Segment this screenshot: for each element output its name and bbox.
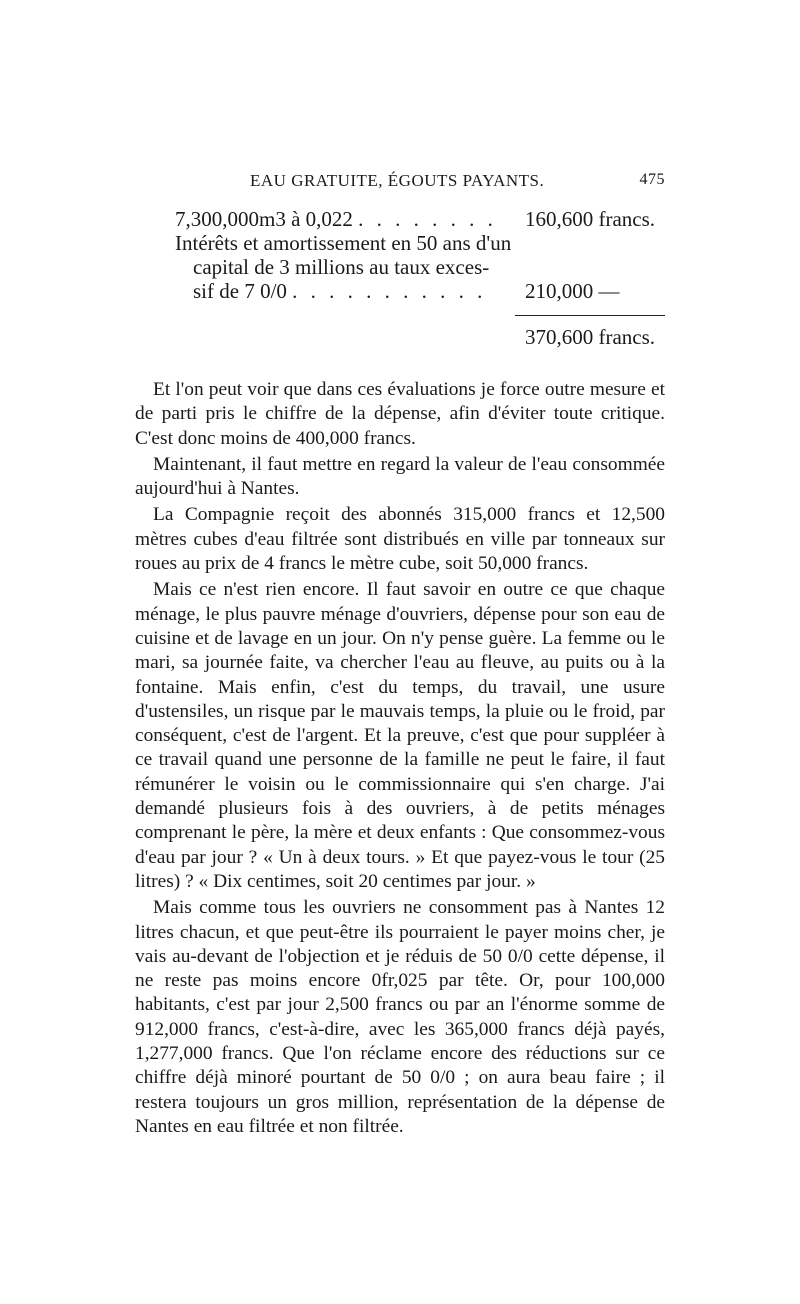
running-header [135, 171, 665, 197]
body-text [135, 378, 665, 1139]
account-label: capital de 3 millions au taux exces- [193, 255, 490, 279]
sum-rule [515, 315, 665, 316]
account-amount: 160,600 francs. [525, 207, 656, 231]
paragraph: Mais comme tous les ouvriers ne consomment pas à Nantes 12 litres chacun, et que peut-être ils pourraient le payer moins cher, je vais au-devant de l'objection et je réduis de 50 0/0 cette dépense, il ne reste pas moins encore 0fr,025 par tête. Or, pour 100,000 habitants, c'est par jour 2,500 francs ou par an l'énorme somme de 912,000 francs, c'est-à-dire, avec les 365,000 francs déjà payés, 1,277,000 francs. Que l'on réclame encore des réductions sur ce chiffre déjà minoré pourtant de 50 0/0 ; on aura beau faire ; il restera toujours un gros million, représentation de la dépense de Nantes en eau filtrée et non filtrée. [135, 897, 665, 1137]
paragraph: Et l'on peut voir que dans ces évaluations je force outre mesure et de parti pris le chiffre de la dépense, afin d'éviter toute critique. C'est donc moins de 400,000 francs. [135, 379, 665, 449]
account-label: sif de 7 0/0 [193, 279, 287, 303]
account-amount: 210,000 — [525, 279, 620, 303]
account-label: 7,300,000m3 à 0,022 [175, 207, 353, 231]
header-title: EAU GRATUITE, ÉGOUTS PAYANTS. [250, 171, 545, 190]
account-total: 370,600 francs. [525, 325, 656, 349]
paragraph: Mais ce n'est rien encore. Il faut savoir en outre ce que chaque ménage, le plus pauvre ménage d'ouvriers, dépense pour son eau de cuisine et de lavage en un jour. On n'y pense guère. La femme ou le mari, sa journée faite, va chercher l'eau au fleuve, au puits ou à la fontaine. Mais enfin, c'est du temps, du travail, une usure d'ustensiles, un risque par le mauvais temps, la pluie ou le froid, par conséquent, c'est de l'argent. Et la preuve, c'est que pour suppléer à ce travail quand une personne de la famille ne peut le faire, il faut rémunérer le voisin ou le commissionnaire qui s'en charge. J'ai demandé plusieurs fois à des ouvriers, à de petits ménages comprenant le père, la mère et deux enfants : Que consommez-vous d'eau par jour ? « Un à deux tours. » Et que payez-vous le tour (25 litres) ? « Dix centimes, soit 20 centimes par jour. » [135, 579, 665, 892]
page-number: 475 [639, 171, 665, 188]
paragraph: La Compagnie reçoit des abonnés 315,000 francs et 12,500 mètres cubes d'eau filtrée sont distribués en ville par tonneaux sur roues au prix de 4 francs le mètre cube, soit 50,000 francs. [135, 504, 665, 575]
paragraph: Maintenant, il faut mettre en regard la valeur de l'eau consommée aujourd'hui à Nantes. [135, 453, 665, 500]
account-label: Intérêts et amortissement en 50 ans d'un [175, 231, 512, 255]
leader-dots: . . . . . . . . . . . [292, 279, 487, 303]
leader-dots: . . . . . . . . [358, 207, 497, 231]
